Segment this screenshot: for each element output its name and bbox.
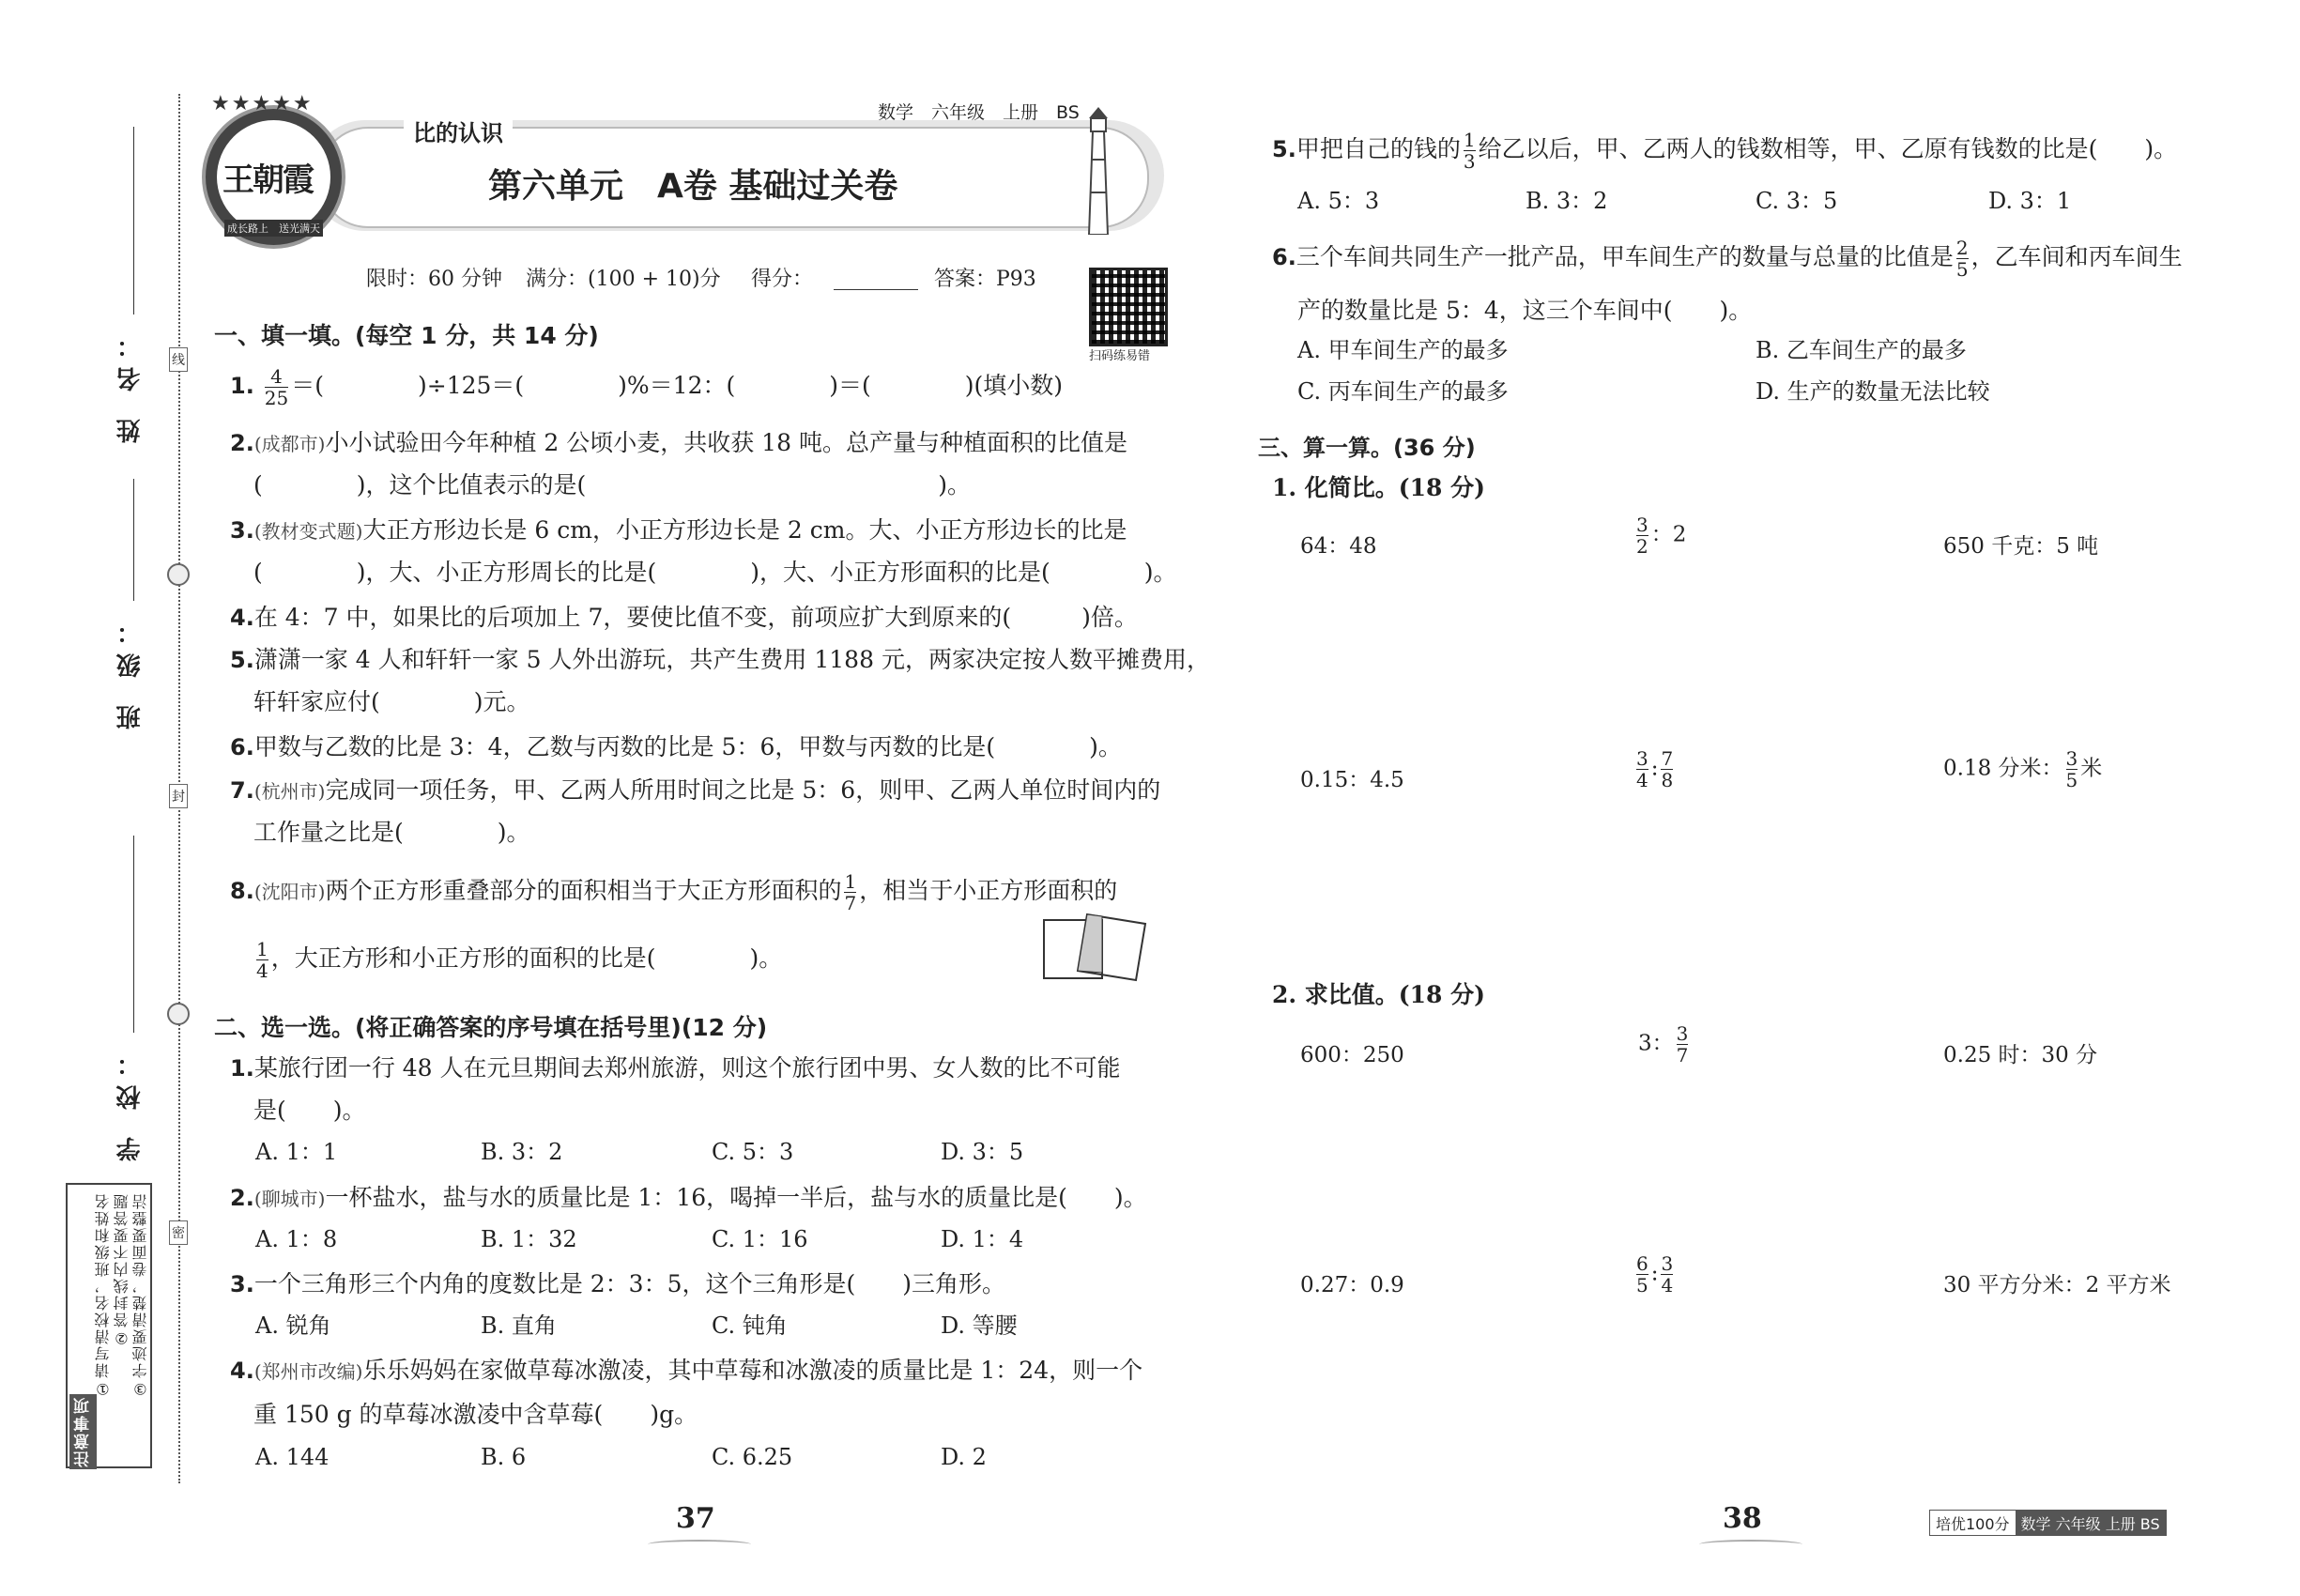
page-title: 第六单元 A卷 基础过关卷 [488,167,898,206]
expr-text: 米 [2080,756,2103,781]
fraction [844,871,856,913]
frac-num: 7 [1661,747,1674,770]
section2-title: 二、选一选。(将正确答案的序号填在括号里)(12 分) [214,1014,768,1041]
cut-mark-1: 线 [169,347,188,372]
frac-num: 3 [1661,1252,1674,1275]
notice-1: ①请写清校名，班级和姓名 [94,1192,112,1398]
notice-title: 注意事项 [69,1394,97,1469]
expr-4: 0.15：4.5 [1300,768,1404,792]
notice-2: ②答封线内不要答题 [113,1192,130,1347]
q-text: 完成同一项任务，甲、乙两人所用时间之比是 5：6，则甲、乙两人单位时间内的 [325,776,1161,804]
frac-num: 4 [270,365,283,388]
frac-num: 3 [2065,747,2078,770]
q-text: 大正方形边长是 6 cm，小正方形边长是 2 cm。大、小正方形边长的比是 [362,516,1127,544]
qr-caption: 扫码练易错 [1089,349,1151,363]
q-number: 2. [230,430,254,456]
q-source: (郑州市改编) [253,1360,363,1383]
fraction [1661,1253,1673,1296]
q-text: 一个三角形三个内角的度数比是 2：3：5，这个三角形是( )三角形。 [253,1270,1006,1297]
q-number: 5. [230,647,254,673]
s1-q3-line2: ( )，大、小正方形周长的比是( )，大、小正方形面积的比是( )。 [253,559,1177,586]
option-c[interactable]: C. 丙车间生产的最多 [1297,378,1509,405]
s1-q6 [230,729,1122,766]
frac-den: 25 [264,387,289,409]
fraction [1464,130,1476,172]
q-number: 7. [230,777,254,804]
q-text: 一杯盐水，盐与水的质量比是 1：16，喝掉一半后，盐与水的质量比是( )。 [325,1184,1147,1211]
time-limit: 限时：60 分钟 [366,268,502,291]
s1-q2-line2: ( )，这个比值表示的是( )。 [253,471,972,499]
wave-ornament-icon [1699,1540,1802,1549]
q-text: ，相当于小正方形面积的 [859,877,1118,904]
option-a[interactable]: A. 1：8 [255,1226,338,1252]
name-field[interactable] [133,127,134,315]
option-b[interactable]: B. 乙车间生产的最多 [1756,337,1967,363]
q-source: (沈阳市) [253,881,326,903]
frac-den: 5 [1636,1274,1648,1297]
s2-q1 [230,1050,1121,1087]
frac-den: 3 [1463,150,1476,173]
s2-q2 [230,1179,1147,1218]
wave-ornament-icon [648,1540,751,1549]
q-source: (成都市) [253,433,326,455]
expr-text: 0.18 分米： [1943,756,2063,781]
option-d[interactable]: D. 生产的数量无法比较 [1756,378,1990,405]
stars-icon: ★★★★★ [211,92,314,115]
page-number-right: 38 [1723,1502,1762,1535]
s1-q8 [230,871,1117,913]
s1-q5-line2: 轩轩家应付( )元。 [253,688,530,715]
school-label: 学 校： [116,1042,145,1162]
option-d[interactable]: D. 3：1 [1988,188,2072,214]
frac-num: 1 [844,870,857,893]
option-a[interactable]: A. 1：1 [255,1139,338,1165]
q-text: 在 4：7 中，如果比的后项加上 7，要使比值不变，前项应扩大到原来的( )倍。 [253,604,1138,631]
q-number: 4. [230,1358,254,1384]
option-b[interactable]: B. 3：2 [1526,188,1608,214]
q-text: 某旅行团一行 48 人在元旦期间去郑州旅游，则这个旅行团中男、女人数的比不可能 [253,1054,1121,1082]
logo-text: 王朝霞 [222,161,313,199]
cut-mark-2: 封 [169,784,188,808]
class-field[interactable] [133,479,134,601]
s2-q4-line2: 重 150 g 的草莓冰激凌中含草莓( )g。 [253,1401,698,1428]
expr-12: 30 平方分米：2 平方米 [1943,1273,2171,1297]
s1-q2 [230,424,1127,463]
frac-den: 7 [1676,1044,1689,1067]
fraction [1677,1023,1689,1066]
q-text: ，大正方形和小正方形的面积的比是( )。 [270,944,783,972]
notice-3: ③字迹要清楚，卷面要整洁 [131,1192,149,1398]
option-d[interactable]: D. 2 [941,1444,987,1470]
q-source: (教材变式题) [253,520,363,543]
expr-2 [1633,514,1686,557]
s1-q1 [230,366,1063,408]
q-text: 甲把自己的钱的 [1296,135,1461,162]
q-text: 乐乐妈妈在家做草莓冰激凌，其中草莓和冰激凌的质量比是 1：24，则一个 [362,1357,1143,1384]
answer-ref: 答案：P93 [934,268,1036,291]
option-d[interactable]: D. 3：5 [941,1139,1024,1165]
page-number-left: 37 [676,1502,715,1535]
fraction [2066,748,2078,790]
frac-den: 4 [256,959,268,982]
s2-q4 [230,1352,1142,1390]
section3-title: 三、算一算。(36 分) [1258,435,1476,461]
expr-5: $\frac{3}{4}$ : $\frac{7}{8}$ [1636,747,1674,791]
frac-den: 4 [1636,769,1648,791]
class-label: 班 级： [116,610,145,730]
frac-num: 1 [256,938,268,960]
q-number: 3. [230,517,254,544]
q-number: 1. [230,1055,254,1082]
frac-num: 3 [1636,747,1648,770]
s1-q3 [230,512,1127,550]
fraction [1636,748,1648,790]
subject-info: 数学 六年级 上册 BS [878,102,1080,123]
cut-mark-3: 密 [169,1220,188,1245]
logo [202,105,345,249]
name-label: 姓 名： [116,324,145,444]
option-b[interactable]: B. 3：2 [481,1139,563,1165]
s1-q7-line2: 工作量之比是( )。 [253,819,530,846]
expr-11: $\frac{6}{5}$ : $\frac{3}{4}$ [1636,1252,1674,1297]
expr-text: 3： [1638,1031,1674,1056]
score-label: 得分： [751,268,814,291]
expr-text: ：2 [1650,522,1687,547]
full-score: 满分：(100 + 10)分 [526,268,721,291]
q-text: ＝( )÷125＝( )%＝12：( )＝( )(填小数) [291,372,1064,399]
frac-den: 7 [844,892,857,914]
option-a[interactable]: A. 锐角 [255,1312,331,1339]
score-field[interactable] [834,289,918,290]
expr-7: 600：250 [1300,1043,1404,1067]
s1-q5 [230,641,1210,679]
option-a[interactable]: A. 5：3 [1297,188,1380,214]
binding-sidebar [56,94,188,1483]
s1-q7 [230,772,1160,810]
option-a[interactable]: A. 甲车间生产的最多 [1297,337,1509,363]
school-field[interactable] [133,836,134,1033]
fraction [256,939,268,981]
s2-q3 [230,1266,1005,1303]
q-number: 3. [230,1271,254,1297]
logo-slogan: 成长路上 送光满天 [224,220,323,237]
expr-1: 64：48 [1300,534,1377,559]
option-b[interactable]: B. 6 [481,1444,527,1470]
overlapping-squares-figure [1042,911,1155,986]
brand-info: 数学 六年级 上册 BS [2016,1511,2166,1535]
s3-sub1-title: 1. 化简比。(18 分) [1272,474,1485,501]
frac-den: 5 [2065,769,2078,791]
section1-title: 一、填一填。(每空 1 分，共 14 分) [214,322,599,349]
frac-num: 2 [1955,237,1969,259]
option-c[interactable]: C. 5：3 [712,1139,794,1165]
expr-9: 0.25 时：30 分 [1943,1043,2098,1067]
fraction [265,366,288,408]
frac-den: 8 [1661,769,1674,791]
frac-den: 2 [1636,535,1648,558]
q-number: 8. [230,878,254,904]
brand-name: 培优100分 [1930,1511,2016,1535]
s2-q6 [1272,238,2183,280]
option-c[interactable]: C. 3：5 [1756,188,1838,214]
s3-sub2-title: 2. 求比值。(18 分) [1272,981,1485,1008]
q-text: 给乙以后，甲、乙两人的钱数相等，甲、乙原有钱数的比是( )。 [1478,135,2178,162]
s2-q6-line2: 产的数量比是 5：4，这三个车间中( )。 [1297,297,1753,324]
s1-q4 [230,599,1138,637]
q-text: 三个车间共同生产一批产品，甲车间生产的数量与总量的比值是 [1296,243,1954,270]
option-c[interactable]: C. 6.25 [712,1444,793,1470]
binding-hole-icon [167,563,190,586]
frac-num: 3 [1636,514,1648,536]
expr-6 [1943,748,2102,790]
option-d[interactable]: D. 等腰 [941,1312,1018,1339]
s1-q8-line2 [253,939,782,981]
q-number: 1. [230,373,254,399]
frac-den: 5 [1955,258,1969,281]
q-number: 5. [1272,136,1296,162]
frac-num: 6 [1636,1252,1648,1275]
option-c[interactable]: C. 钝角 [712,1312,788,1339]
frac-num: 3 [1676,1022,1689,1045]
s2-q5 [1272,130,2177,172]
q-number: 4. [230,605,254,631]
q-text: 两个正方形重叠部分的面积相当于大正方形面积的 [325,877,842,904]
q-source: (杭州市) [253,780,326,803]
qr-code-icon[interactable] [1089,268,1168,346]
option-a[interactable]: A. 144 [255,1444,330,1470]
option-d[interactable]: D. 1：4 [941,1226,1024,1252]
frac-den: 4 [1661,1274,1674,1297]
q-text: 甲数与乙数的比是 3：4，乙数与丙数的比是 5：6，甲数与丙数的比是( )。 [253,733,1122,760]
option-b[interactable]: B. 直角 [481,1312,557,1339]
option-c[interactable]: C. 1：16 [712,1226,808,1252]
q-number: 6. [1272,244,1296,270]
s2-q1-line2: 是( )。 [253,1097,366,1124]
expr-8 [1638,1023,1691,1066]
topic-label: 比的认识 [404,115,513,147]
q-source: (聊城市) [253,1188,326,1210]
q-number: 2. [230,1185,254,1211]
q-text: 小小试验田今年种植 2 公顷小麦，共收获 18 吨。总产量与种植面积的比值是 [325,429,1127,456]
option-b[interactable]: B. 1：32 [481,1226,577,1252]
q-text: 潇潇一家 4 人和轩轩一家 5 人外出游玩，共产生费用 1188 元，两家决定按人数平摊费用， [253,646,1210,673]
expr-3: 650 千克：5 吨 [1943,534,2099,559]
binding-hole-icon [167,1003,190,1025]
lighthouse-icon [1080,103,1117,235]
brand-badge [1929,1510,2167,1536]
fraction [1636,1253,1648,1296]
q-text: ，乙车间和丙车间生 [1970,243,2183,270]
fraction [1661,748,1673,790]
fraction [1956,238,1969,280]
expr-10: 0.27：0.9 [1300,1273,1404,1297]
frac-num: 1 [1463,129,1476,151]
q-number: 6. [230,734,254,760]
fraction [1636,514,1648,557]
